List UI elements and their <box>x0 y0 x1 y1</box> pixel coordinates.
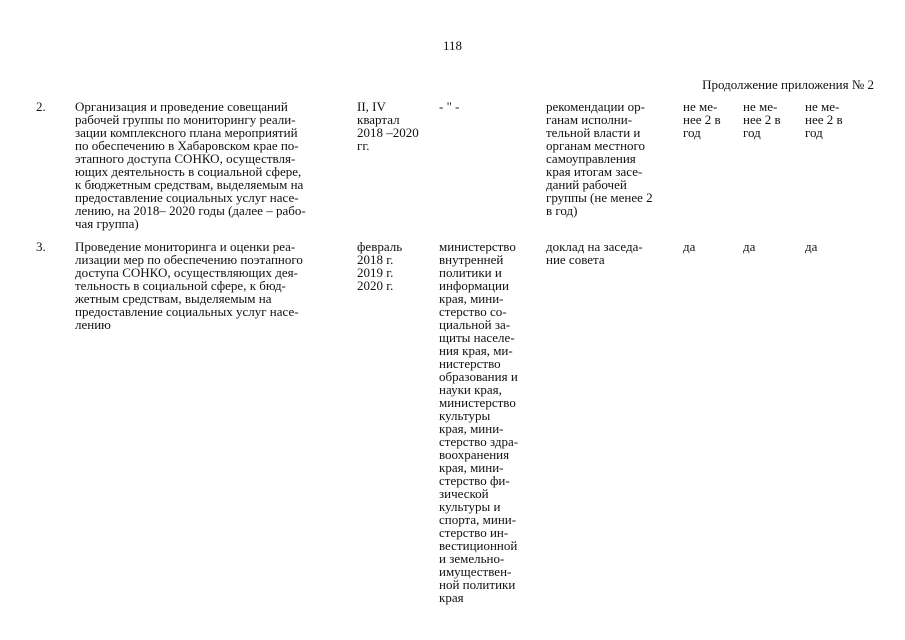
value-2019: не ме- нее 2 в год <box>743 99 781 140</box>
table-row <box>36 240 865 604</box>
appendix-continuation-note: Продолжение приложения № 2 <box>702 77 874 92</box>
measure-result: доклад на заседа- ние совета <box>546 239 643 267</box>
page-number: 118 <box>442 38 463 53</box>
measure-executor: министерство внутренней политики и информации края, мини- стерство со- циальной за- щиты населе- ния края, ми- нистерство образования и науки края, министерство культуры края, мини- стерство здра- воохранения края, мини- стерство фи- зической культуры и спорта, мини- стерство ин- вестиционной и земельно- имуществен- ной политики края <box>439 239 519 605</box>
value-2019: да <box>743 239 756 254</box>
measure-executor: - " - <box>439 99 460 114</box>
measure-term: II, IV квартал 2018 –2020 гг. <box>357 99 419 153</box>
value-2018: да <box>683 239 696 254</box>
table-row <box>36 100 865 240</box>
measure-name: Проведение мониторинга и оценки реа- лизации мер по обеспечению поэтапного доступа СОНКО, осуществляющих дея- тельность в социальной сфере, к бюд- жетным средствам, выделяемым на предоставление социальных услуг насе- лению <box>75 239 303 332</box>
measure-term: февраль 2018 г. 2019 г. 2020 г. <box>357 239 403 293</box>
measures-table <box>36 100 865 604</box>
measure-name: Организация и проведение совещаний рабочей группы по мониторингу реали- зации комплексного плана мероприятий по обеспечению в Хабаровском крае по- этапного доступа СОНКО, осуществля- ющих деятельность в социальной сфере, к бюджетным средствам, выделяемым на предоставление социальных услуг насе- лению, на 2018– 2020 годы (далее – рабо- чая группа) <box>75 99 306 231</box>
value-2018: не ме- нее 2 в год <box>683 99 721 140</box>
row-number: 2. <box>36 99 46 114</box>
value-2020: не ме- нее 2 в год <box>805 99 843 140</box>
value-2020: да <box>805 239 818 254</box>
row-number: 3. <box>36 239 46 254</box>
measure-result: рекомендации ор- ганам исполни- тельной власти и органам местного самоуправления края итогам засе- даний рабочей группы (не менее 2 в год) <box>546 99 653 218</box>
